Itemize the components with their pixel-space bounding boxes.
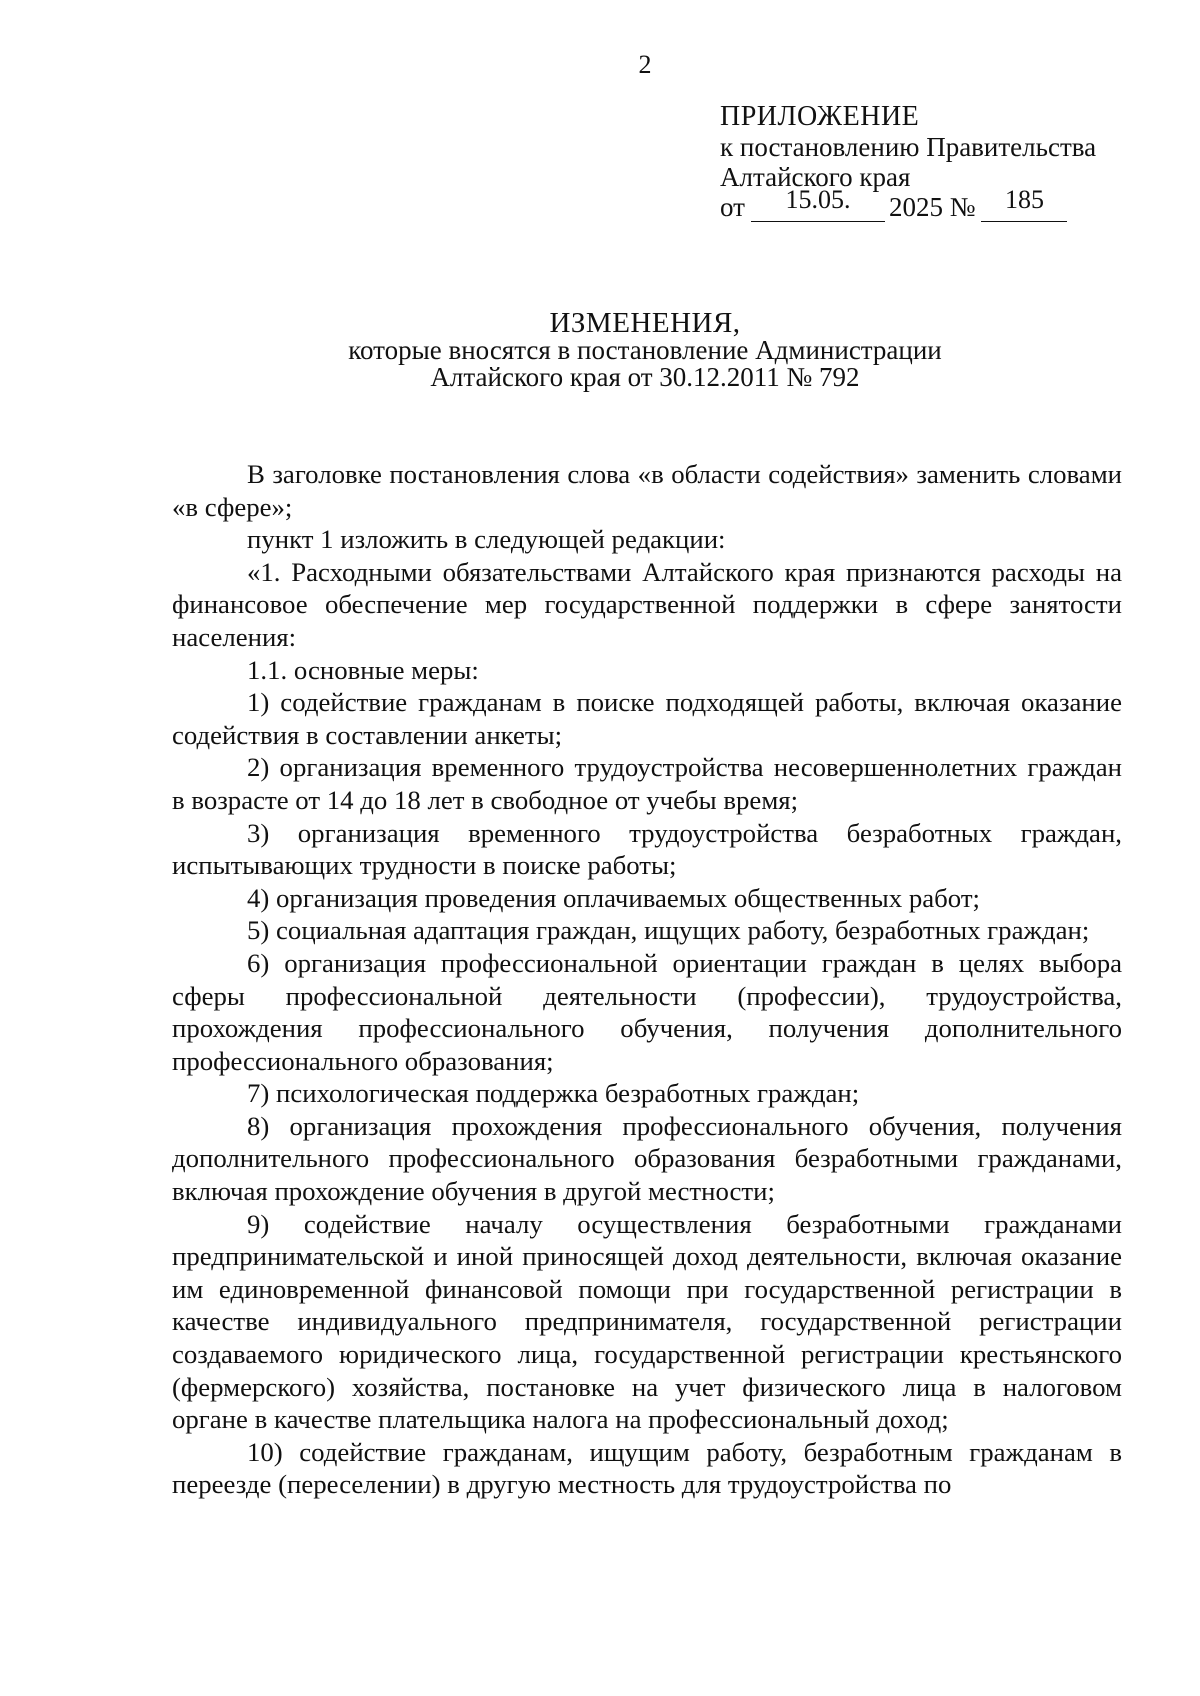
paragraph: пункт 1 изложить в следующей редакции: xyxy=(247,524,726,555)
number-field xyxy=(981,185,1067,222)
date-value: 15.05. xyxy=(785,185,851,214)
paragraph: 4) организация проведения оплачиваемых общественных работ; xyxy=(247,882,981,913)
paragraph: 8) организация прохождения профессионального обучения, получения дополнительного профессионального образования безработными гражданами, включая прохождение обучения в другой местности; xyxy=(172,1110,1122,1207)
paragraph: В заголовке постановления слова «в области содействия» заменить словами «в сфере»; xyxy=(172,459,1122,522)
paragraph: 1.1. основные меры: xyxy=(247,654,479,685)
heading-line-2: Алтайского края от 30.12.2011 № 792 xyxy=(430,362,860,392)
date-field xyxy=(751,185,885,222)
from-label: от xyxy=(720,192,745,222)
document-heading xyxy=(0,307,1200,392)
appendix-line-1: к постановлению Правительства xyxy=(720,132,1097,162)
paragraph: 5) социальная адаптация граждан, ищущих работу, безработных граждан; xyxy=(247,915,1090,946)
paragraph: «1. Расходными обязательствами Алтайского края признаются расходы на финансовое обеспечение мер государственной поддержки в сфере занятости населения: xyxy=(172,556,1122,652)
appendix-title: ПРИЛОЖЕНИЕ xyxy=(720,101,920,132)
heading-line-1: которые вносятся в постановление Администрации xyxy=(348,335,942,365)
document-body xyxy=(172,458,1122,1501)
appendix-line-2: Алтайского края xyxy=(720,162,911,192)
number-value: 185 xyxy=(1004,185,1044,214)
paragraph: 2) организация временного трудоустройства несовершеннолетних граждан в возрасте от 14 до 18 лет в свободное от учебы время; xyxy=(172,752,1122,815)
year-label: 2025 № xyxy=(888,192,976,222)
paragraph: 6) организация профессиональной ориентации граждан в целях выбора сферы профессиональной деятельности (профессии), трудоустройства, прохождения профессионального обучения, получения дополнительного профессионального образования; xyxy=(172,947,1122,1076)
appendix-block xyxy=(720,102,1096,222)
paragraph: 7) психологическая поддержка безработных граждан; xyxy=(247,1078,860,1109)
appendix-date-line xyxy=(720,185,1096,222)
paragraph: 9) содействие началу осуществления безработными гражданами предпринимательской и иной приносящей доход деятельности, включая оказание им единовременной финансовой помощи при государственной регистрации в качестве индивидуального предпринимателя, государственной регистрации создаваемого юридического лица, государственной регистрации крестьянского (фермерского) хозяйства, постановке на учет физического лица в налоговом органе в качестве плательщика налога на профессиональный доход; xyxy=(172,1208,1122,1435)
paragraph: 10) содействие гражданам, ищущим работу, безработным гражданам в переезде (переселении) в другую местность для трудоустройства по xyxy=(172,1436,1122,1500)
heading-title: ИЗМЕНЕНИЯ, xyxy=(549,307,741,339)
paragraph: 3) организация временного трудоустройства безработных граждан, испытывающих трудности в поиске работы; xyxy=(172,817,1122,881)
paragraph: 1) содействие гражданам в поиске подходящей работы, включая оказание содействия в составлении анкеты; xyxy=(172,687,1122,750)
page-number: 2 xyxy=(638,50,652,79)
